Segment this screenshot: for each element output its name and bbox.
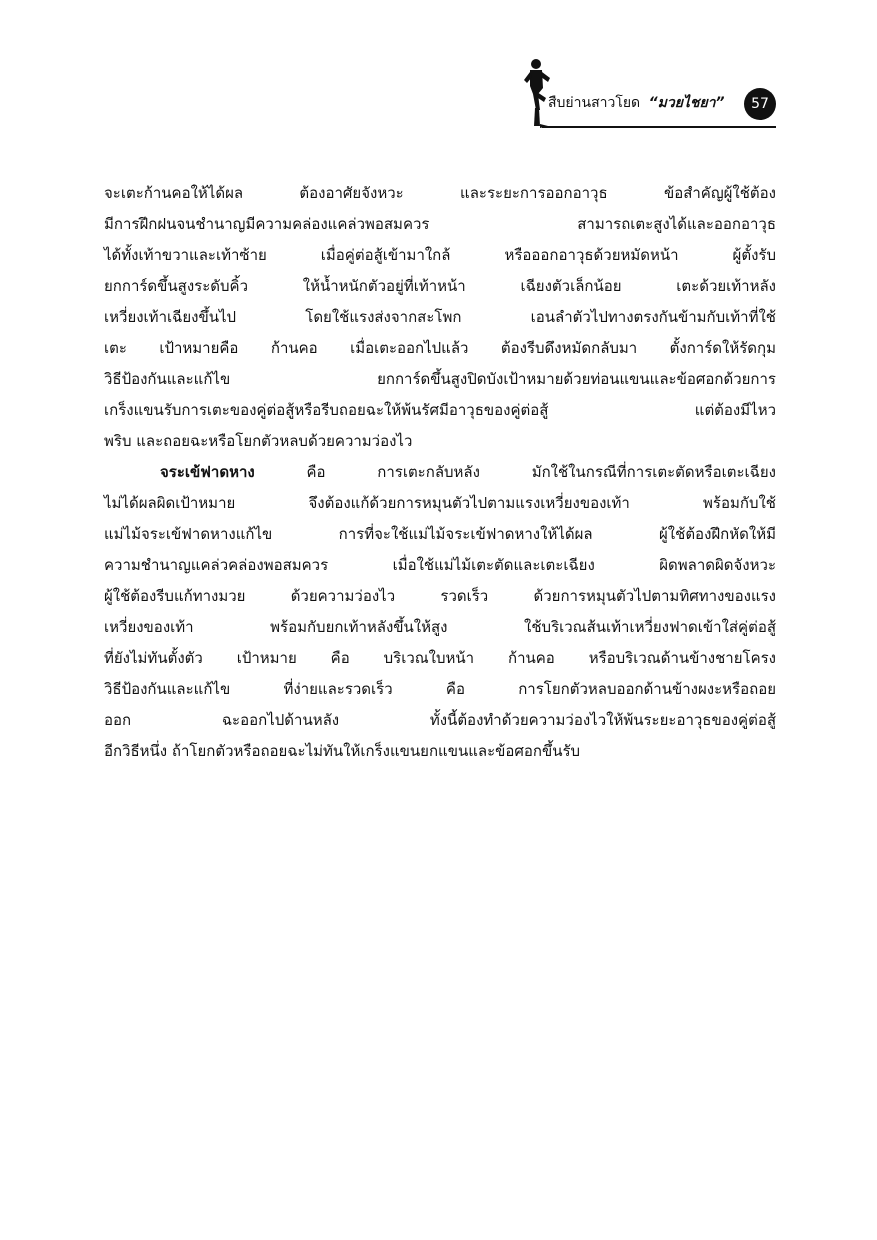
text-line: ไม่ได้ผลผิดเป้าหมาย จึงต้องแก้ด้วยการหมุนตัวไปตามแรงเหวี่ยงของเท้า พร้อมกับใช้ [104,494,776,512]
term-heading: จระเข้ฟาดหาง [160,463,255,481]
text-line [104,457,776,488]
text-line: วิธีป้องกันและแก้ไข ยกการ์ดขึ้นสูงปิดบังเป้าหมายด้วยท่อนแขนและข้อศอกด้วยการ [104,370,776,388]
text-line: เกร็งแขนรับการเตะของคู่ต่อสู้หรือรีบถอยฉะให้พ้นรัศมีอาวุธของคู่ต่อสู้ แต่ต้องมีไหว [104,401,776,419]
text-line: พริบ และถอยฉะหรือโยกตัวหลบด้วยความว่องไว [104,432,413,450]
text-line: ความชำนาญแคล่วคล่องพอสมควร เมื่อใช้แม่ไม้เตะตัดและเตะเฉียง ผิดพลาดผิดจังหวะ [104,556,776,574]
text-line: ออก ฉะออกไปด้านหลัง ทั้งนี้ต้องทำด้วยความว่องไวให้พ้นระยะอาวุธของคู่ต่อสู้ [104,711,776,729]
book-title: “มวยไชยา” [648,95,725,111]
running-header [520,58,776,128]
running-title: สืบย่านสาวโยด [548,95,641,111]
text-line: ยกการ์ดขึ้นสูงระดับคิ้ว ให้น้ำหนักตัวอยู่ที่เท้าหน้า เฉียงตัวเล็กน้อย เตะด้วยเท้าหลัง [104,277,776,295]
text-line: ผู้ใช้ต้องรีบแก้ทางมวย ด้วยความว่องไว รวดเร็ว ด้วยการหมุนตัวไปตามทิศทางของแรง [104,587,776,605]
text-line: เหวี่ยงเท้าเฉียงขึ้นไป โดยใช้แรงส่งจากสะโพก เอนลำตัวไปทางตรงกันข้ามกับเท้าที่ใช้ [104,308,776,326]
text-line: มีการฝึกฝนจนชำนาญมีความคล่องแคล่วพอสมควร สามารถเตะสูงได้และออกอาวุธ [104,215,776,233]
text-line: ได้ทั้งเท้าขวาและเท้าซ้าย เมื่อคู่ต่อสู้เข้ามาใกล้ หรือออกอาวุธด้วยหมัดหน้า ผู้ตั้งรับ [104,246,776,264]
text-line: เตะ เป้าหมายคือ ก้านคอ เมื่อเตะออกไปแล้ว ต้องรีบดึงหมัดกลับมา ตั้งการ์ดให้รัดกุม [104,339,776,357]
paragraph-2 [104,457,776,767]
header-text [548,93,725,113]
text-line: จะเตะก้านคอให้ได้ผล ต้องอาศัยจังหวะ และระยะการออกอาวุธ ข้อสำคัญผู้ใช้ต้อง [104,184,776,202]
page-number: 57 [744,88,776,120]
text-line: วิธีป้องกันและแก้ไข ที่ง่ายและรวดเร็ว คือ การโยกตัวหลบออกด้านข้างผงะหรือถอย [104,680,776,698]
text-line: แม่ไม้จระเข้ฟาดหางแก้ไข การที่จะใช้แม่ไม้จระเข้ฟาดหางให้ได้ผล ผู้ใช้ต้องฝึกหัดให้มี [104,525,776,543]
text-line: อีกวิธีหนึ่ง ถ้าโยกตัวหรือถอยฉะไม่ทันให้เกร็งแขนยกแขนและข้อศอกขึ้นรับ [104,742,581,760]
term-definition: คือ การเตะกลับหลัง มักใช้ในกรณีที่การเตะตัดหรือเตะเฉียง [254,463,776,481]
text-line: ที่ยังไม่ทันตั้งตัว เป้าหมาย คือ บริเวณใบหน้า ก้านคอ หรือบริเวณด้านข้างชายโครง [104,649,776,667]
paragraph-1 [104,178,776,457]
text-line: เหวี่ยงของเท้า พร้อมกับยกเท้าหลังขึ้นให้สูง ใช้บริเวณส้นเท้าเหวี่ยงฟาดเข้าใส่คู่ต่อสู้ [104,618,776,636]
header-rule [542,126,776,128]
body-text [104,178,776,767]
